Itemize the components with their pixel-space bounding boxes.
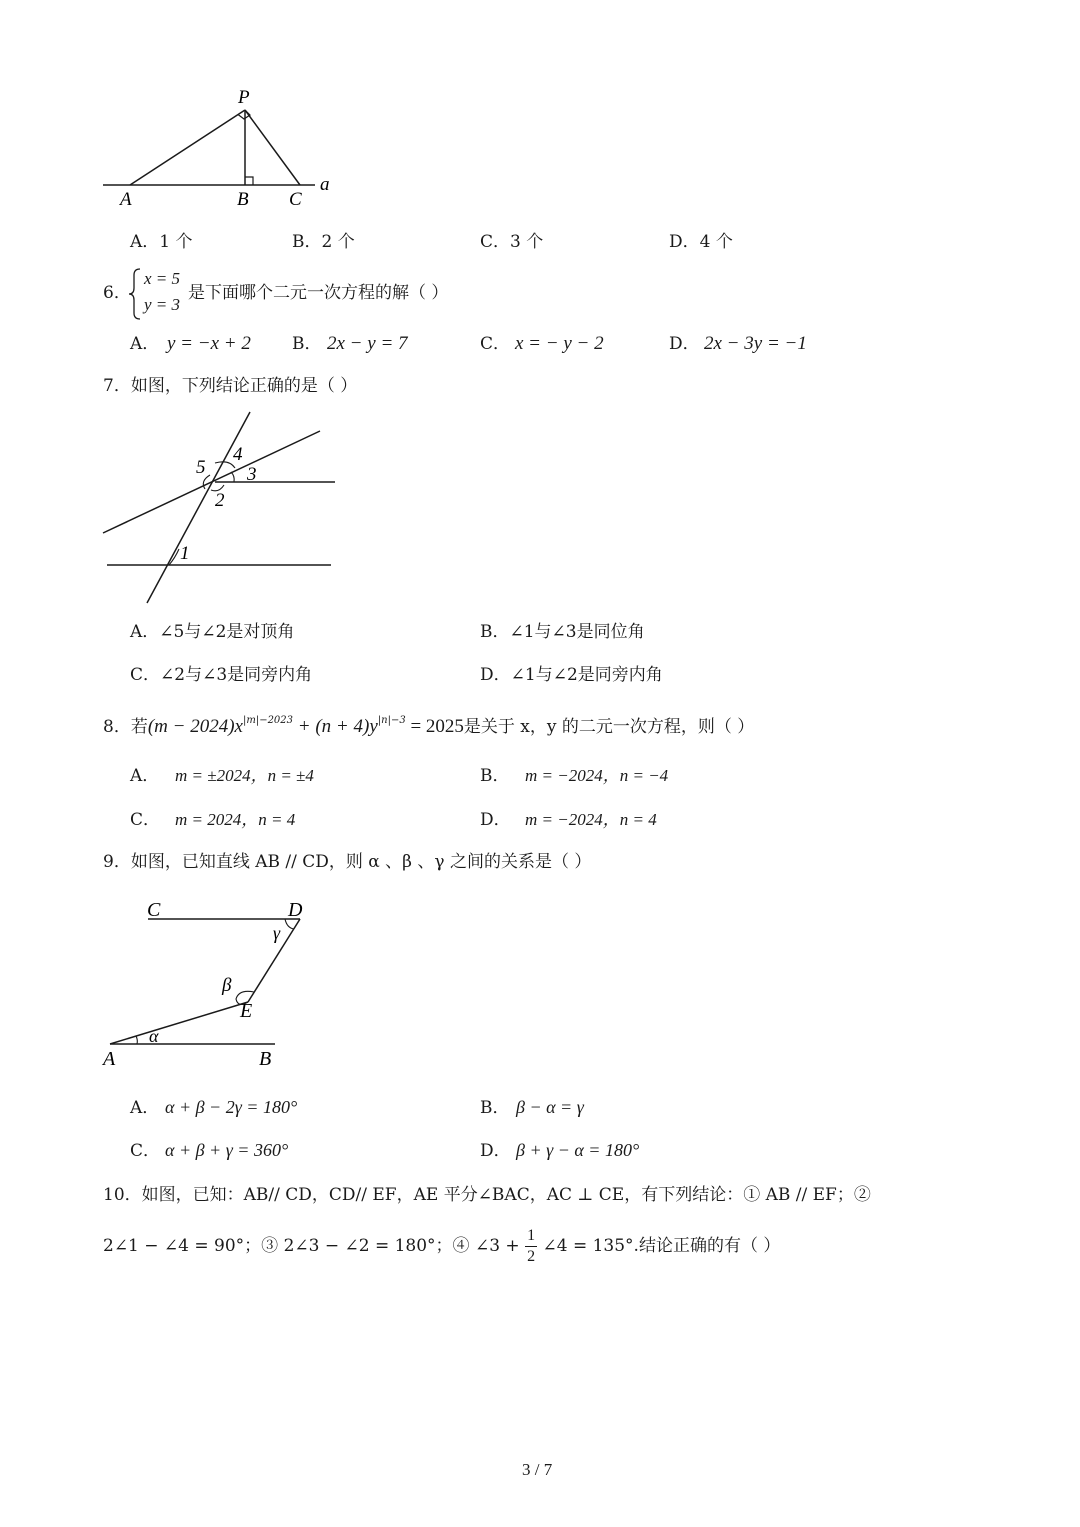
q10-line2-post: ∠4 = 135°.结论正确的有（ ） (542, 1236, 781, 1256)
q8-number: 8． (103, 717, 131, 737)
q8-line (103, 717, 754, 736)
q7-figure (95, 405, 355, 610)
segment-PC (245, 110, 300, 185)
q6-option-c: C． (480, 334, 511, 354)
segment-AP (130, 110, 245, 185)
q8-option-a: A． (130, 766, 160, 786)
q10-line2 (103, 1228, 780, 1265)
q7-option-a: A．∠5与∠2是对顶角 (130, 622, 295, 642)
q10-fraction (525, 1228, 537, 1265)
q7-label-4: 4 (233, 444, 243, 465)
q9-label-B: B (259, 1048, 272, 1070)
q7-option-c: C．∠2与∠3是同旁内角 (130, 665, 313, 685)
q7-transversal-steep (147, 412, 250, 603)
q9-label-E: E (240, 1000, 253, 1022)
q6-brace (128, 267, 142, 321)
q5-option-b: B．2 个 (292, 232, 355, 252)
q8-option-b-text: m = −2024，n = −4 (525, 766, 669, 785)
q9-label-C: C (147, 899, 161, 921)
q6-system-line2: y = 3 (144, 295, 181, 314)
q7-label-2: 2 (215, 490, 225, 511)
q6-option-c-text: x = − y − 2 (515, 333, 604, 354)
q9-label-beta: β (222, 975, 232, 996)
q6-number: 6． (103, 283, 131, 303)
q10-fraction-denominator: 2 (527, 1248, 536, 1265)
q7-arc-3 (231, 472, 234, 482)
q9-stem: 9．如图，已知直线 AB // CD，则 α 、β 、γ 之间的关系是（ ） (103, 852, 592, 872)
q9-option-b-text: β − α = γ (516, 1097, 584, 1117)
label-A: A (120, 189, 132, 210)
q8-m-exponent: |m|−2023 (242, 715, 294, 726)
q7-label-1: 1 (180, 543, 190, 564)
q10-line1: 10．如图，已知：AB// CD，CD// EF，AE 平分∠BAC，AC ⊥ CE，有下列结论：① AB // EF；② (103, 1185, 871, 1205)
q7-label-5: 5 (196, 457, 206, 478)
q8-option-c: C． (130, 810, 161, 830)
q5-figure (95, 80, 355, 215)
q6-option-d-text: 2x − 3y = −1 (704, 333, 807, 354)
q5-option-a: A．1 个 (130, 232, 193, 252)
q9-option-a: A． (130, 1098, 160, 1118)
q9-arc-alpha (136, 1036, 137, 1044)
q8-m-part: (m − 2024)x (147, 716, 243, 737)
q6-stem: 是下面哪个二元一次方程的解（ ） (188, 283, 449, 303)
q8-option-d: D． (480, 810, 511, 830)
q7-option-b: B．∠1与∠3是同位角 (480, 622, 645, 642)
q9-label-gamma: γ (273, 923, 281, 943)
q5-option-c: C．3 个 (480, 232, 544, 252)
label-a: a (320, 174, 330, 195)
q6-option-b: B． (292, 334, 322, 354)
q7-label-3: 3 (247, 464, 257, 485)
label-P: P (238, 87, 250, 108)
q8-pre: 若 (130, 717, 148, 737)
q8-stem: 是关于 x，y 的二元一次方程，则（ ） (463, 717, 755, 737)
q9-segment-EA (110, 1002, 248, 1044)
q9-option-c-text: α + β + γ = 360° (165, 1140, 289, 1160)
label-B: B (237, 189, 249, 210)
q9-label-alpha: α (149, 1026, 159, 1046)
q5-option-d: D．4 个 (669, 232, 733, 252)
q8-n-exponent: |n|−3 (377, 715, 406, 726)
q6-system (144, 266, 180, 318)
q9-option-a-text: α + β − 2γ = 180° (165, 1097, 298, 1117)
q10-line2-pre: 2∠1 − ∠4 = 90°；③ 2∠3 − ∠2 = 180°；④ ∠3 + (103, 1236, 520, 1256)
q9-option-d-text: β + γ − α = 180° (516, 1140, 640, 1160)
page-number: 3 / 7 (522, 1460, 553, 1479)
q8-option-a-text: m = ±2024，n = ±4 (175, 766, 314, 785)
q8-n-part: + (n + 4)y (293, 716, 378, 737)
q6-option-d: D． (669, 334, 700, 354)
q8-rhs: = 2025 (405, 716, 464, 737)
q9-option-c: C． (130, 1141, 161, 1161)
label-C: C (289, 189, 302, 210)
q9-label-A: A (103, 1048, 116, 1070)
q7-arc-4 (215, 462, 235, 468)
q6-option-a-text: y = −x + 2 (167, 333, 251, 354)
q6-option-a: A． (130, 334, 160, 354)
q10-fraction-numerator: 1 (525, 1228, 537, 1247)
q9-figure (95, 895, 325, 1075)
right-angle-mark-B (245, 177, 253, 185)
q9-option-b: B． (480, 1098, 510, 1118)
q8-option-d-text: m = −2024，n = 4 (525, 810, 657, 829)
q7-option-d: D．∠1与∠2是同旁内角 (480, 665, 663, 685)
q8-option-c-text: m = 2024，n = 4 (175, 810, 296, 829)
q7-stem: 7．如图，下列结论正确的是（ ） (103, 376, 358, 396)
q8-option-b: B． (480, 766, 510, 786)
q6-system-line1: x = 5 (144, 269, 181, 288)
q9-label-D: D (288, 899, 303, 921)
q9-option-d: D． (480, 1141, 511, 1161)
q6-option-b-text: 2x − y = 7 (327, 333, 408, 354)
